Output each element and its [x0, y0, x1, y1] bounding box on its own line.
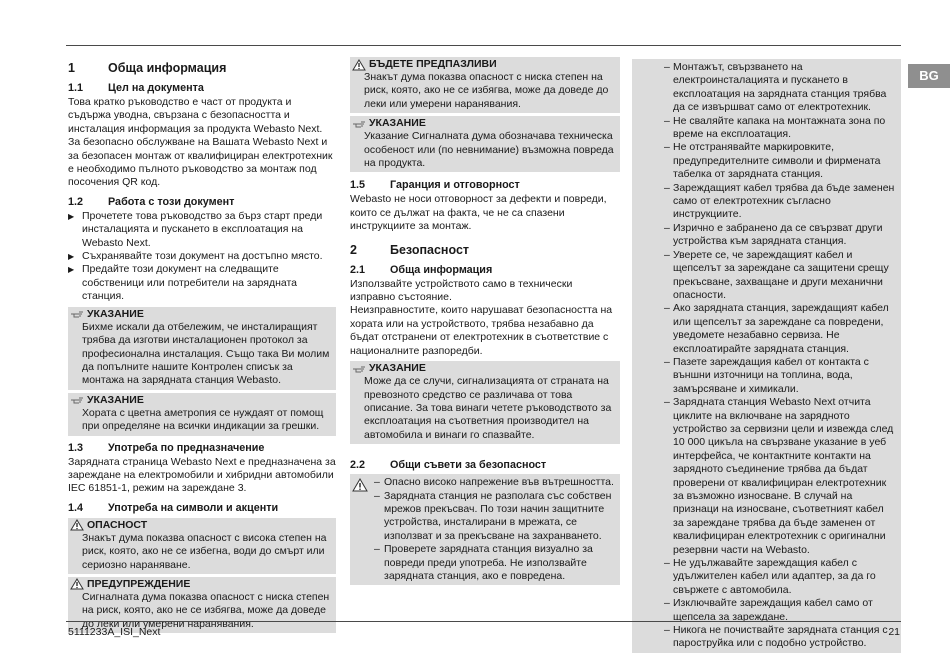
- triangle-bullet-icon: ▶: [68, 211, 75, 221]
- warning-triangle-icon: [352, 59, 366, 71]
- caution-title: БЪДЕТЕ ПРЕДПАЗЛИВИ: [352, 58, 614, 71]
- warning-title: ПРЕДУПРЕЖДЕНИЕ: [70, 578, 330, 591]
- list-item: – Проверете зарядната станция визуално за повреди преди употреба. Не използвайте зарядната станция, ако е повредена.: [374, 543, 593, 582]
- caution-box: БЪДЕТЕ ПРЕДПАЗЛИВИ Знакът дума показва опасност с ниска степен на риск, която, ако не се избягва, може да доведе до леки или умерени наранявания.: [350, 57, 620, 113]
- heading-1-5: 1.5 Гаранция и отговорност: [350, 179, 520, 192]
- heading-1-2: 1.2 Работа с този документ: [68, 195, 235, 208]
- hand-pointer-icon: [70, 308, 84, 320]
- list-item: – Ако зарядната станция, зареждащият кабел или щепселът за зареждане са повредени, уведомете незабавно сервиза. Не експлоатирайте зарядната станция.: [664, 302, 889, 355]
- list-item: – Не отстранявайте маркировките, предупредителните символи и фирмената табелка от зарядната станция.: [664, 141, 881, 181]
- column-1: [68, 58, 336, 634]
- safety-advice-box: [350, 474, 620, 585]
- list-item: – Монтажът, свързването на електроинсталацията и пускането в експлоатация на зарядната станция трябва да се извършват само от електротехник.: [664, 61, 887, 114]
- hand-pointer-icon: [70, 394, 84, 406]
- document-code: 5111233A_ISI_Next: [68, 626, 161, 638]
- heading-2-2: 2.2 Общи съвети за безопасност: [350, 459, 547, 472]
- list-item: – Изключвайте зареждащия кабел само от щепсела за зареждане.: [664, 597, 873, 623]
- heading-1-4: 1.4 Употреба на символи и акценти: [68, 501, 279, 514]
- warning-triangle-icon: [70, 519, 84, 531]
- paragraph-general-2: Неизправностите, които нарушават безопасността на хората или на устройството, трябва незабавно да бъдат отстранени от електротехник в съответствие с националните разпоредби.: [350, 304, 613, 357]
- note-title: УКАЗАНИЕ: [70, 308, 330, 321]
- heading-1-3: 1.3 Употреба по предназначение: [68, 441, 265, 454]
- top-rule: [66, 45, 901, 46]
- warning-box: ПРЕДУПРЕЖДЕНИЕ Сигналната дума показва опасност с ниска степен на риск, която, ако не се избягва, може да доведе до леки или умерени наранявания.: [68, 577, 336, 633]
- bottom-rule: [66, 621, 901, 622]
- note-title: УКАЗАНИЕ: [352, 117, 614, 130]
- list-item: – Изрично е забранено да се свързват други устройства към зарядната станция.: [664, 221, 883, 248]
- list-item: – Не удължавайте зареждащия кабел с удължителен кабел или адаптер, за да го свържете с автомобила.: [664, 557, 876, 596]
- warning-triangle-icon: [352, 478, 374, 492]
- hand-pointer-icon: [352, 363, 366, 375]
- list-item: – Никога не почиствайте зарядната станция с пароструйка или с подобно устройство.: [664, 624, 888, 650]
- hand-pointer-icon: [352, 118, 366, 130]
- note-title: УКАЗАНИЕ: [70, 394, 330, 407]
- paragraph-purpose: Това кратко ръководство е част от продукта и съдържа уводна, свързана с безопасността и инсталация информация за продукта Webasto Next. За безопасно обслужване на Вашата Webasto Next и за безопасен монтаж от квалифициран електротехник е необходимо пълното ръководство за монтаж под посочения QR код.: [68, 96, 333, 189]
- note-title: УКАЗАНИЕ: [352, 362, 614, 375]
- list-item: – Зарядната станция Webasto Next отчита циклите на включване на зарядното устройство за сервизни цели и извежда след 10 000 цикъла на свързване указание в уеб интерфейса, че контактните контакти на зарядното съединение трябва да бъдат проверени от квалифициран електротехник за възможно износване. В случай на признаци на износване, съответният кабел за зареждане трябва да бъде заменен от квалифициран електротехник с оригинални резервни части на Webasto.: [664, 396, 894, 556]
- list-item: – Уверете се, че зареждащият кабел и щепселът за зареждане са защитени срещу прекъсване, захващане и други механични опасности.: [664, 248, 889, 301]
- heading-section-1: 1 Обща информация: [68, 61, 227, 75]
- heading-2-1: 2.1 Обща информация: [350, 263, 493, 276]
- paragraph-general-1: Използвайте устройството само в технически изправно състояние.: [350, 277, 573, 304]
- danger-box: ОПАСНОСТ Знакът дума показва опасност с висока степен на риск, която, ако не се избегна, води до смърт или сериозно нараняване.: [68, 518, 336, 574]
- paragraph-warranty: Webasto не носи отговорност за дефекти и повреди, които се дължат на факта, че не са спазени инструкциите за монтаж.: [350, 193, 607, 233]
- list-item: – Зареждащият кабел трябва да бъде заменен само от електротехник съгласно инструкциите.: [664, 181, 895, 221]
- note-box: УКАЗАНИЕ Може да се случи, сигнализацията от страната на превозното средство се различава от това описание. За това винаги четете ръководството за експлоатация на съответния производител на автомобила и винаги го спазвайте.: [350, 361, 620, 444]
- list-item: – Зарядната станция не разполага със собствен мрежов прекъсвач. По този начин защитните устройства, инсталирани в мрежата, се използват и за прекъсване на захранването.: [374, 489, 612, 542]
- heading-section-2: 2 Безопасност: [350, 242, 470, 257]
- paragraph-intended-use: Зарядната страница Webasto Next е предназначена за зареждане на електромобили и хибридни автомобили IEC 61851-1, режим на зареждане 3.: [68, 455, 336, 495]
- heading-1-1: 1.1 Цел на документа: [68, 82, 204, 94]
- language-tab: BG: [908, 64, 950, 88]
- note-box: УКАЗАНИЕ Бихме искали да отбележим, че инсталиращият трябва да изготви инсталационен протокол за професионална инсталация. Също така Ви молим да попълните нашите Контролен списък за монтажа на зарядната станция Webasto.: [68, 307, 336, 390]
- note-box: УКАЗАНИЕ Указание Сигналната дума обозначава техническа особеност или (по невнимание) възможна повреда на продукта.: [350, 116, 620, 172]
- safety-list-box: [632, 59, 901, 653]
- note-box: УКАЗАНИЕ Хората с цветна аметропия се нуждаят от помощ при определяне на всички индикации за грешки.: [68, 393, 336, 436]
- list-item: – Пазете зареждащия кабел от контакта с външни източници на топлина, вода, замърсяване и химикали.: [664, 355, 869, 395]
- list-item: – Опасно високо напрежение във вътрешността.: [374, 476, 614, 489]
- bullet-item: ▶ Съхранявайте този документ на достъпно място.: [68, 250, 323, 263]
- column-3: [632, 57, 901, 655]
- bullet-item: ▶ Предайте този документ на следващите собственици или потребители на зарядната станция.: [68, 263, 298, 303]
- column-2: [350, 57, 620, 585]
- triangle-bullet-icon: ▶: [68, 265, 75, 275]
- danger-title: ОПАСНОСТ: [70, 519, 330, 532]
- list-item: – Не сваляйте капака на монтажната зона по време на експлоатация.: [664, 114, 886, 141]
- triangle-bullet-icon: ▶: [68, 252, 75, 262]
- warning-triangle-icon: [70, 578, 84, 590]
- page-number: 21: [888, 626, 900, 638]
- bullet-item: ▶ Прочетете това ръководство за бърз старт преди инсталацията и пускането в експлоатация на Webasto Next.: [68, 209, 323, 249]
